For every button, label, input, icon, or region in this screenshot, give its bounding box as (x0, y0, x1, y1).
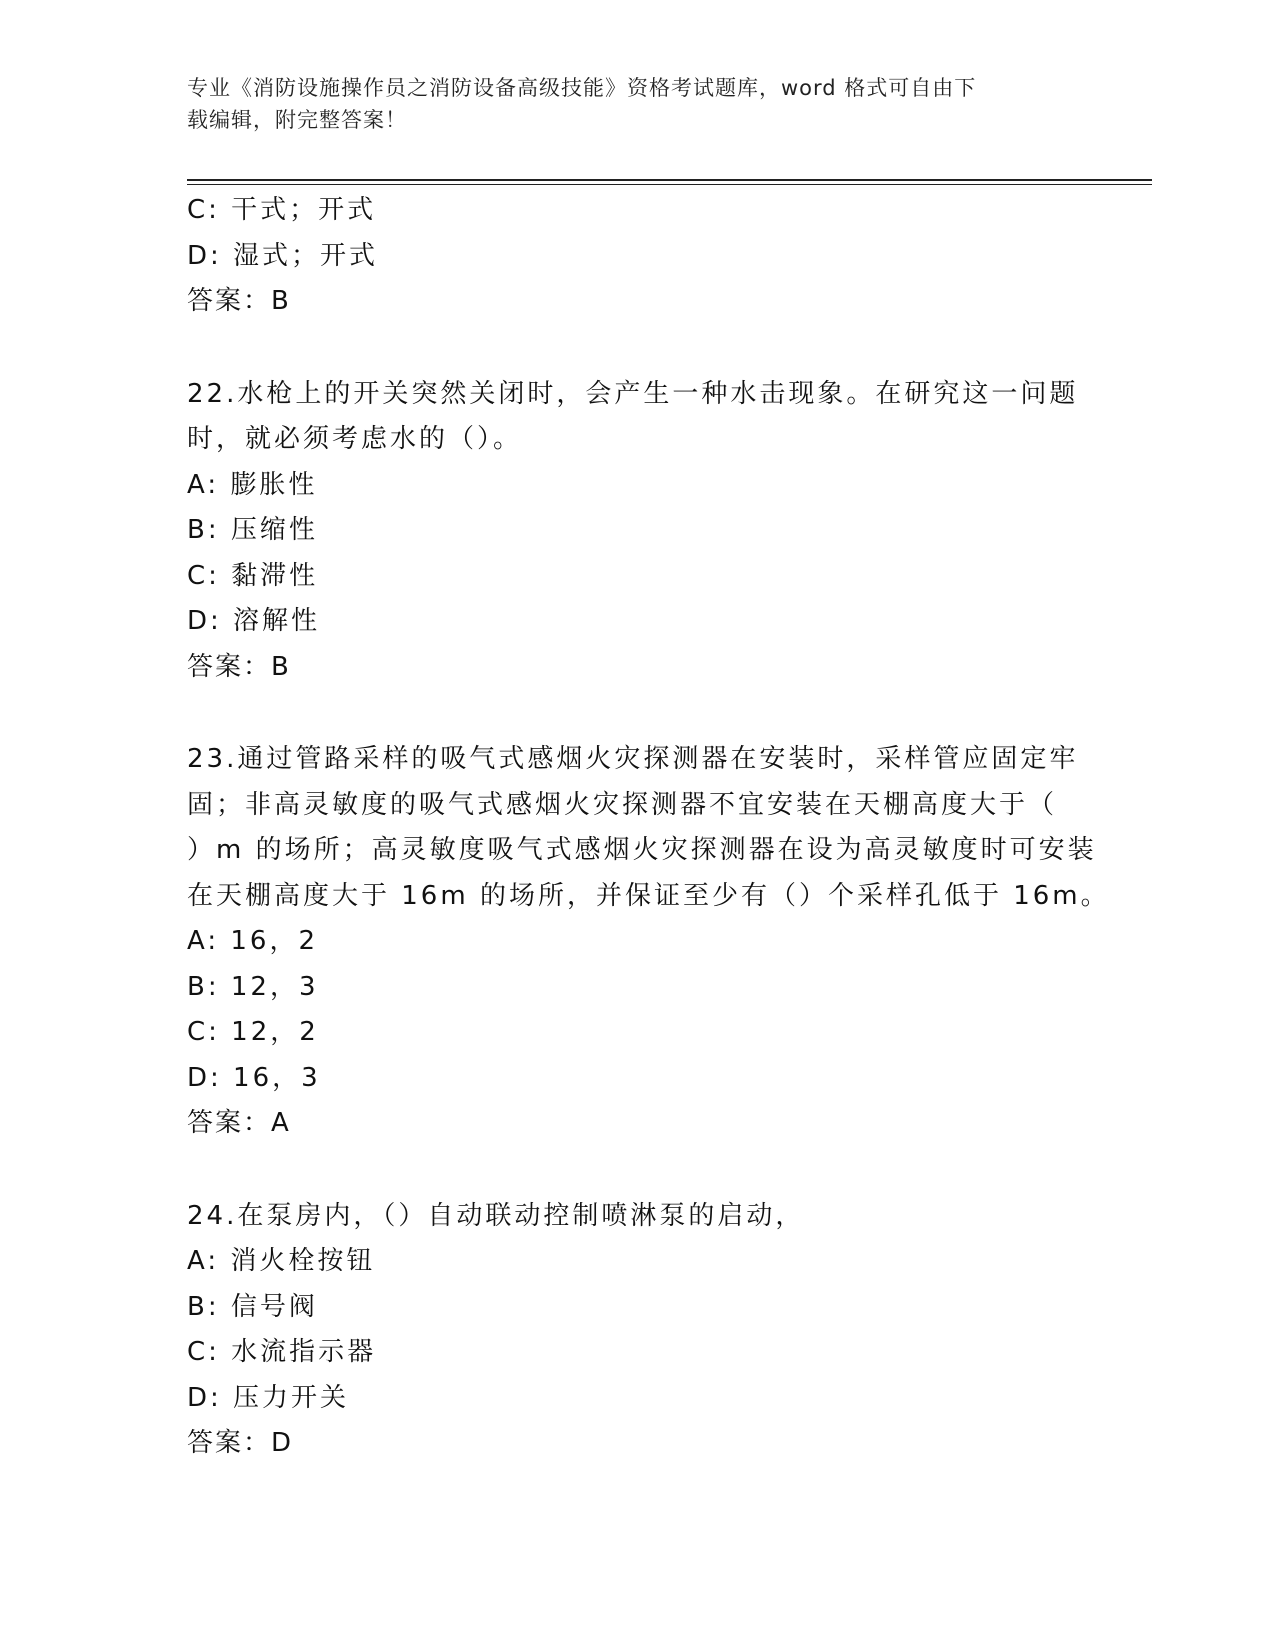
option-d: D: 16，3 (187, 1062, 321, 1093)
question-24 (187, 1194, 1087, 1467)
document-header (187, 72, 1087, 136)
option-d: D: 湿式；开式 (187, 240, 379, 271)
option-c: C: 黏滞性 (187, 560, 319, 591)
option-c: C: 干式；开式 (187, 195, 377, 225)
question-text-line: 时，就必须考虑水的（）。 (187, 424, 523, 454)
header-divider-thin (187, 184, 1152, 185)
option-b: B: 12，3 (187, 971, 319, 1002)
option-c: C: 12，2 (187, 1017, 319, 1047)
header-line-2: 载编辑，附完整答案！ (187, 108, 407, 132)
option-a: A: 16，2 (187, 926, 318, 956)
answer-line: 答案：B (187, 651, 291, 682)
option-b: B: 信号阀 (187, 1291, 318, 1322)
question-22 (187, 372, 1087, 691)
question-text-line: 在天棚高度大于 16m 的场所，并保证至少有（）个采样孔低于 16m。 (187, 880, 1110, 911)
answer-line: 答案：A (187, 1108, 291, 1138)
question-text-line: ）m 的场所；高灵敏度吸气式感烟火灾探测器在设为高灵敏度时可安装 (187, 835, 1097, 865)
answer-line: 答案：B (187, 286, 291, 316)
question-text-line: 22.水枪上的开关突然关闭时，会产生一种水击现象。在研究这一问题 (187, 378, 1079, 409)
question-text-line: 固；非高灵敏度的吸气式感烟火灾探测器不宜安装在天棚高度大于（ (187, 789, 1058, 820)
question-21-tail (187, 188, 1087, 325)
question-23 (187, 737, 1110, 1147)
option-a: A: 膨胀性 (187, 469, 318, 500)
question-text-line: 23.通过管路采样的吸气式感烟火灾探测器在安装时，采样管应固定牢 (187, 744, 1079, 774)
option-a: A: 消火栓按钮 (187, 1246, 376, 1276)
option-c: C: 水流指示器 (187, 1337, 377, 1367)
header-line-1: 专业《消防设施操作员之消防设备高级技能》资格考试题库，word 格式可自由下 (187, 76, 977, 100)
option-b: B: 压缩性 (187, 515, 318, 545)
option-d: D: 溶解性 (187, 606, 321, 636)
header-divider (187, 179, 1152, 181)
answer-line: 答案：D (187, 1428, 294, 1458)
question-text-line: 24.在泵房内，（）自动联动控制喷淋泵的启动， (187, 1200, 805, 1231)
question-list (187, 188, 1110, 1467)
option-d: D: 压力开关 (187, 1382, 350, 1413)
